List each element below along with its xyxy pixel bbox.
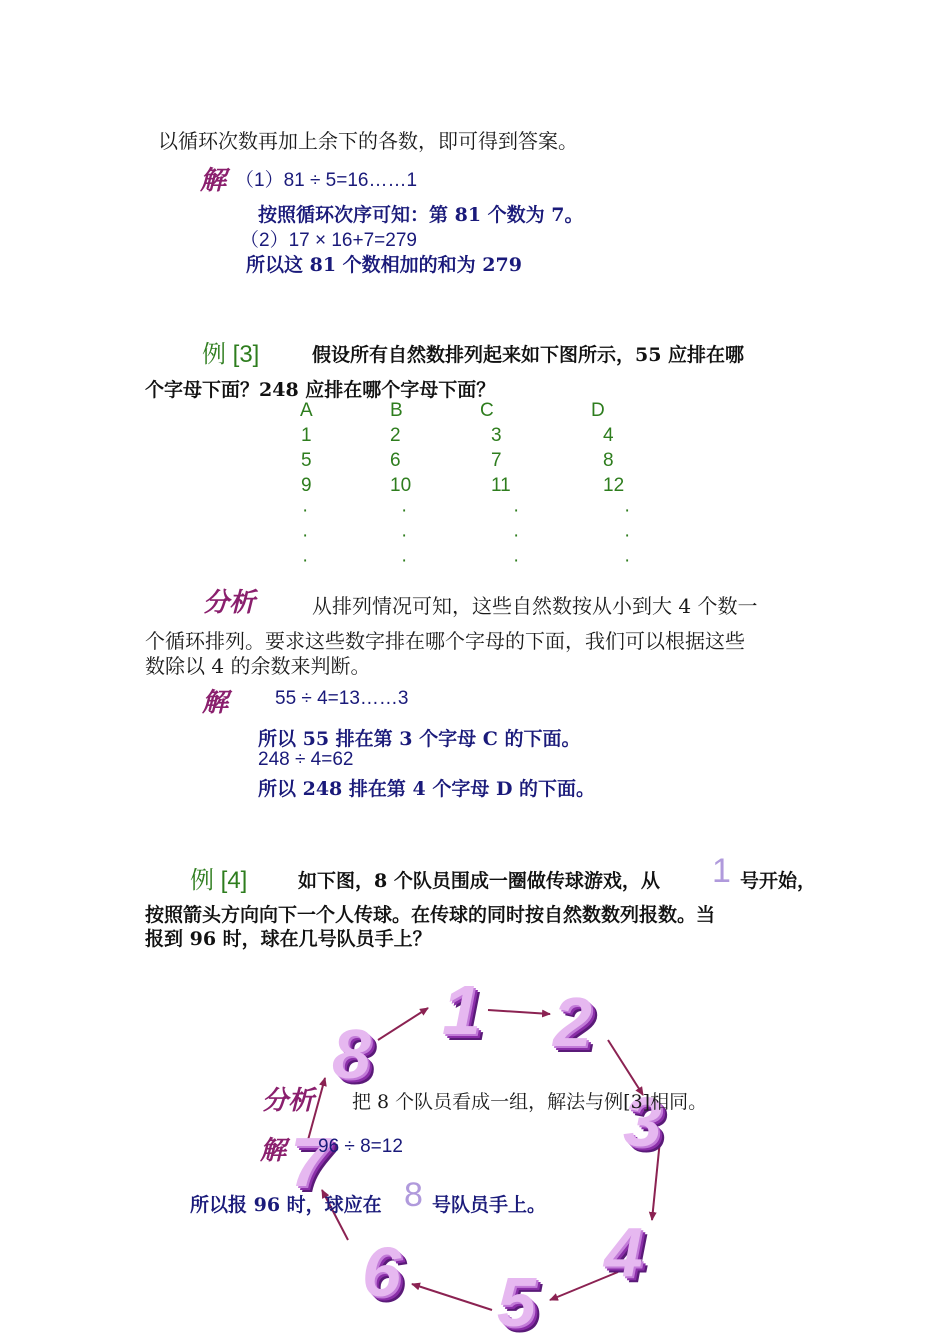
highlight-number-1: 1 <box>712 852 731 890</box>
table-header-d: D <box>591 400 605 421</box>
example-4-question-3: 报到 96 时，球在几号队员手上？ <box>145 928 432 950</box>
table-cell: 5 <box>301 450 312 471</box>
table-cell: 3 <box>491 425 502 446</box>
player-1: 1 <box>442 971 481 1049</box>
table-cell: 6 <box>390 450 401 471</box>
arrow-1-to-2 <box>488 1010 550 1014</box>
table-dot: · <box>302 550 309 571</box>
table-dot: · <box>624 500 631 521</box>
table-cell: 11 <box>491 475 511 496</box>
table-cell: 10 <box>390 475 412 496</box>
table-cell: 4 <box>603 425 614 446</box>
example-4-question-1a: 如下图，8 个队员围成一圈做传球游戏，从 <box>298 870 660 892</box>
arrow-8-to-1 <box>378 1008 428 1040</box>
example-4-label: 例 [4] <box>190 867 248 894</box>
table-dot: · <box>624 550 631 571</box>
intro-line: 以循环次数再加上余下的各数，即可得到答案。 <box>158 129 578 153</box>
player-3: 3 <box>623 1083 662 1161</box>
solution-4-line-2a: 所以报 96 时，球应在 <box>190 1194 382 1216</box>
example-3-label: 例 [3] <box>202 341 260 368</box>
table-cell: 2 <box>390 425 401 446</box>
analysis-3-line-3: 数除以 4 的余数来判断。 <box>145 654 371 678</box>
solution-3-line-1: 55 ÷ 4=13……3 <box>275 688 409 709</box>
table-cell: 1 <box>301 425 312 446</box>
table-dot: · <box>302 500 309 521</box>
player-7: 7 <box>290 1123 329 1201</box>
analysis-3-line-1: 从排列情况可知，这些自然数按从小到大 4 个数一 <box>312 594 758 618</box>
solution-4-line-2b: 号队员手上。 <box>432 1194 547 1216</box>
player-5: 5 <box>497 1263 536 1341</box>
example-3-question-2: 个字母下面？248 应排在哪个字母下面？ <box>145 379 496 401</box>
example-4-question-2: 按照箭头方向向下一个人传球。在传球的同时按自然数数列报数。当 <box>145 904 716 926</box>
arrow-5-to-6 <box>412 1284 492 1310</box>
table-dot: · <box>401 550 408 571</box>
solution-1-line-1: （1）81 ÷ 5=16……1 <box>235 170 418 191</box>
player-6: 6 <box>362 1233 401 1311</box>
solution-4-line-1: 96 ÷ 8=12 <box>318 1136 403 1157</box>
solution-1-line-2: 按照循环次序可知：第 81 个数为 7。 <box>258 204 584 226</box>
table-dot: · <box>624 525 631 546</box>
solution-label-4: 解 <box>260 1136 287 1166</box>
highlight-number-8: 8 <box>404 1176 423 1214</box>
table-dot: · <box>513 525 520 546</box>
analysis-3-line-2: 个循环排列。要求这些数字排在哪个字母的下面，我们可以根据这些 <box>145 629 745 653</box>
analysis-label-4: 分析 <box>262 1086 315 1116</box>
player-8: 8 <box>332 1015 371 1093</box>
solution-1-line-3: （2）17 × 16+7=279 <box>240 230 417 251</box>
table-header-b: B <box>390 400 403 421</box>
example-3-question-1: 假设所有自然数排列起来如下图所示，55 应排在哪 <box>312 344 745 366</box>
solution-1-line-4: 所以这 81 个数相加的和为 279 <box>246 254 522 276</box>
solution-label-1: 解 <box>200 166 227 196</box>
solution-3-line-2: 所以 55 排在第 3 个字母 C 的下面。 <box>258 728 581 750</box>
analysis-label-3: 分析 <box>203 588 256 618</box>
table-cell: 12 <box>603 475 625 496</box>
solution-3-line-3: 248 ÷ 4=62 <box>258 749 354 770</box>
table-dot: · <box>513 550 520 571</box>
table-cell: 8 <box>603 450 614 471</box>
analysis-4-line-1: 把 8 个队员看成一组，解法与例[3]相同。 <box>352 1091 708 1113</box>
player-4: 4 <box>604 1213 643 1291</box>
solution-3-line-4: 所以 248 排在第 4 个字母 D 的下面。 <box>258 778 596 800</box>
table-cell: 7 <box>491 450 502 471</box>
table-header-a: A <box>300 400 313 421</box>
table-dot: · <box>302 525 309 546</box>
solution-label-3: 解 <box>202 688 229 718</box>
table-header-c: C <box>480 400 494 421</box>
player-2: 2 <box>553 983 592 1061</box>
table-dot: · <box>401 500 408 521</box>
table-cell: 9 <box>301 475 312 496</box>
table-dot: · <box>513 500 520 521</box>
example-4-question-1b: 号开始， <box>740 870 817 892</box>
table-dot: · <box>401 525 408 546</box>
